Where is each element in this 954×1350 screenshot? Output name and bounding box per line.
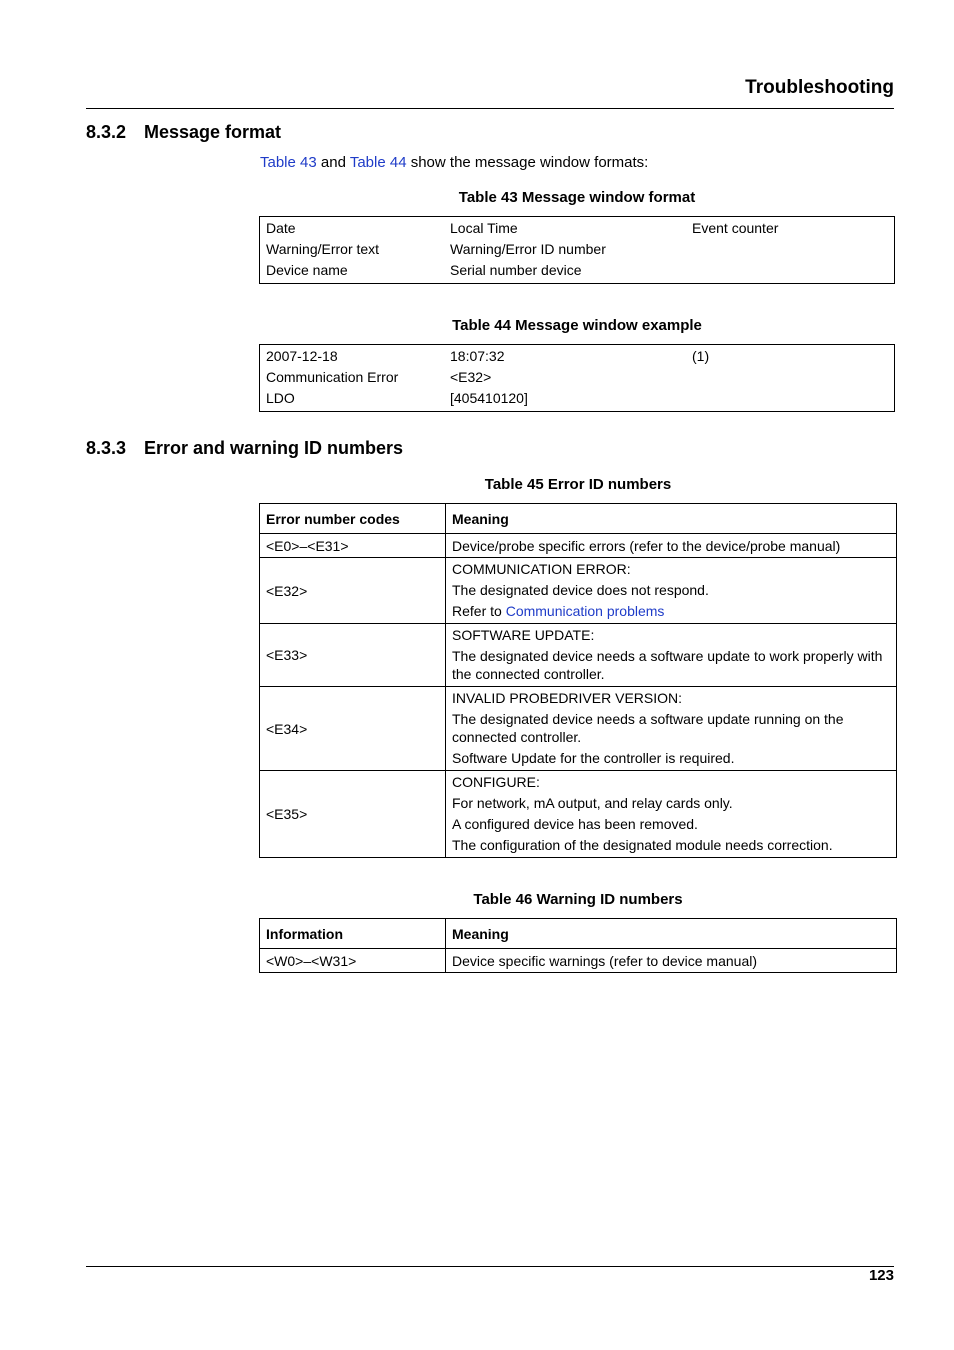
table-header-row: [260, 919, 897, 949]
section-title: Message format: [144, 122, 282, 142]
table-cell: LDO: [266, 390, 295, 406]
table-cell: Event counter: [692, 220, 779, 236]
header-rule: [86, 108, 894, 109]
warning-code: <W0>–<W31>: [260, 949, 446, 973]
table-row: [260, 239, 895, 260]
table-cell: Warning/Error ID number: [450, 241, 606, 257]
table-cell: Device name: [266, 262, 348, 278]
table-44-link[interactable]: Table 44: [349, 154, 407, 171]
section-number: 8.3.2: [86, 122, 127, 142]
page-header-title: Troubleshooting: [745, 77, 894, 98]
table-cell: 2007-12-18: [266, 348, 338, 364]
error-code: <E32>: [260, 558, 446, 624]
table-row: [260, 949, 897, 973]
error-code: <E35>: [260, 771, 446, 858]
error-meaning: [446, 687, 897, 771]
table-44: [259, 344, 895, 412]
column-header: Meaning: [446, 919, 897, 949]
table-45: [259, 503, 897, 858]
meaning-line: The configuration of the designated module needs correction.: [452, 837, 833, 853]
refer-to-text: Refer to: [452, 603, 502, 619]
table-row: [260, 558, 897, 624]
error-meaning: [446, 624, 897, 687]
page-number: 123: [868, 1267, 894, 1284]
intro-text: show the message window formats:: [410, 154, 649, 171]
error-code: <E0>–<E31>: [260, 534, 446, 558]
table-cell: <E32>: [450, 369, 492, 385]
section-title: Error and warning ID numbers: [144, 438, 404, 458]
table-cell: Warning/Error text: [266, 241, 380, 257]
table-row: [260, 217, 895, 240]
table-row: [260, 771, 897, 858]
column-header: Error number codes: [260, 504, 446, 534]
meaning-line: INVALID PROBEDRIVER VERSION:: [452, 690, 683, 706]
meaning-line: CONFIGURE:: [452, 774, 540, 790]
table-43-caption: Table 43 Message window format: [458, 189, 696, 206]
warning-meaning: Device specific warnings (refer to device manual): [446, 949, 897, 973]
column-header: Information: [260, 919, 446, 949]
table-43-link[interactable]: Table 43: [260, 154, 317, 171]
table-row: [260, 260, 895, 284]
column-header: Meaning: [446, 504, 897, 534]
meaning-line: Software Update for the controller is required.: [452, 750, 735, 766]
table-row: [260, 367, 895, 388]
table-row: [260, 388, 895, 412]
meaning-line: The designated device does not respond.: [452, 582, 709, 598]
table-cell: [686, 239, 895, 260]
footer-rule: [86, 1266, 894, 1267]
section-heading-8-3-3: [86, 438, 403, 459]
table-row: [260, 624, 897, 687]
table-cell: Date: [266, 220, 296, 236]
error-meaning: [446, 534, 897, 558]
table-cell: [405410120]: [450, 390, 528, 406]
table-45-caption: Table 45 Error ID numbers: [484, 476, 672, 493]
table-cell: Local Time: [450, 220, 518, 236]
table-cell: Serial number device: [450, 262, 582, 278]
meaning-line: For network, mA output, and relay cards only.: [452, 795, 733, 811]
meaning-line: The designated device needs a software update to work properly with the connected controller.: [452, 648, 883, 682]
table-43: [259, 216, 895, 284]
table-46: [259, 918, 897, 973]
table-46-caption: Table 46 Warning ID numbers: [473, 891, 683, 908]
section-heading-8-3-2: [86, 122, 281, 143]
table-row: [260, 687, 897, 771]
meaning-line: A configured device has been removed.: [452, 816, 698, 832]
table-cell: [686, 388, 895, 412]
intro-paragraph: [260, 154, 648, 171]
meaning-line: [452, 602, 890, 620]
error-meaning: [446, 558, 897, 624]
table-cell: Communication Error: [266, 369, 399, 385]
meaning-line: COMMUNICATION ERROR:: [452, 561, 631, 577]
error-meaning: [446, 771, 897, 858]
error-code: <E34>: [260, 687, 446, 771]
table-row: [260, 534, 897, 558]
table-cell: [686, 260, 895, 284]
table-44-caption: Table 44 Message window example: [452, 317, 702, 334]
error-code: <E33>: [260, 624, 446, 687]
communication-problems-link[interactable]: Communication problems: [505, 603, 665, 619]
section-number: 8.3.3: [86, 438, 127, 458]
meaning-line: SOFTWARE UPDATE:: [452, 627, 595, 643]
table-header-row: [260, 504, 897, 534]
intro-and: and: [320, 154, 346, 171]
meaning-line: Device/probe specific errors (refer to the device/probe manual): [452, 537, 841, 554]
meaning-line: The designated device needs a software update running on the connected controller.: [452, 711, 844, 745]
table-cell: 18:07:32: [450, 348, 505, 364]
table-cell: [686, 367, 895, 388]
table-row: [260, 345, 895, 368]
table-cell: (1): [692, 348, 710, 364]
